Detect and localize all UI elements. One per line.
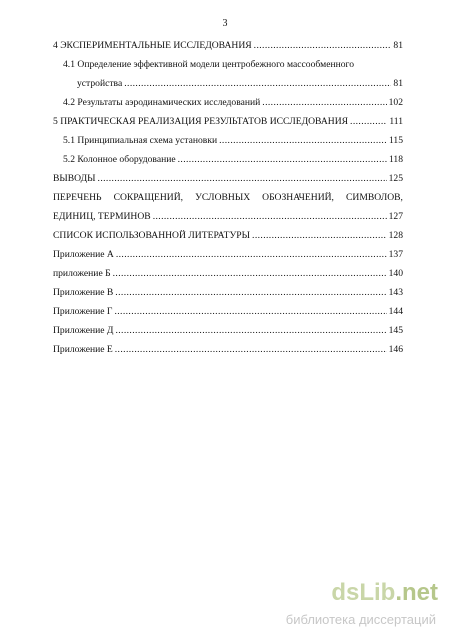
site-caption: библиотека диссертаций — [285, 612, 436, 627]
leader-dots — [113, 268, 387, 279]
toc-entry-page: 102 — [388, 97, 403, 108]
toc-entry-page: 144 — [388, 306, 403, 317]
toc-entry-label: Приложение А — [53, 249, 114, 260]
toc-entry-label-continued: устройства — [77, 78, 123, 89]
toc-entry-page: 128 — [388, 230, 403, 241]
toc-entry-appendix-d — [53, 325, 403, 336]
toc-entry-page: 115 — [388, 135, 403, 146]
site-logo — [331, 579, 438, 607]
logo-text: dsLib — [331, 579, 396, 606]
toc-entry-label-continued: ЕДИНИЦ, ТЕРМИНОВ — [53, 211, 151, 222]
toc-entry-label: 5.1 Принципиальная схема установки — [63, 135, 218, 146]
toc-entry-section-4-1 — [53, 59, 403, 89]
toc-entry-section-5-2 — [53, 154, 403, 165]
toc-entry-abbreviations — [53, 192, 403, 222]
toc-entry-label: приложение Б — [53, 268, 111, 279]
toc-entry-page: 145 — [388, 325, 403, 336]
toc-entry-page: 111 — [389, 116, 403, 127]
toc-entry-label: Приложение Г — [53, 306, 113, 317]
logo-tld: .net — [395, 579, 438, 606]
toc-entry-page: 143 — [388, 287, 403, 298]
toc-entry-label: 5.2 Колонное оборудование — [63, 154, 176, 165]
toc-entry-page: 81 — [393, 40, 403, 51]
toc-entry-appendix-g — [53, 306, 403, 317]
page-number: 3 — [222, 18, 228, 29]
toc-entry-chapter-5 — [53, 116, 403, 127]
toc-entry-chapter-4 — [53, 40, 403, 51]
leader-dots — [98, 173, 387, 184]
leader-dots — [252, 230, 387, 241]
toc-word: УСЛОВНЫХ — [195, 192, 251, 203]
toc-entry-label: Приложение Е — [53, 344, 113, 355]
toc-entry-label — [53, 192, 403, 203]
toc-entry-appendix-v — [53, 287, 403, 298]
toc-entry-page: 125 — [388, 173, 403, 184]
toc-entry-page: 118 — [388, 154, 403, 165]
toc-entry-label: ВЫВОДЫ — [53, 173, 96, 184]
toc-entry-label: 4 ЭКСПЕРИМЕНТАЛЬНЫЕ ИССЛЕДОВАНИЯ — [53, 40, 252, 51]
toc-entry-page: 140 — [388, 268, 403, 279]
toc-entry-appendix-b — [53, 268, 403, 279]
toc-entry-label: Приложение Д — [53, 325, 114, 336]
leader-dots — [115, 344, 387, 355]
toc-entry-references — [53, 230, 403, 241]
toc-entry-page: 81 — [393, 78, 403, 89]
leader-dots — [350, 116, 387, 127]
leader-dots — [153, 211, 387, 222]
leader-dots — [124, 78, 391, 89]
toc-entry-page: 127 — [388, 211, 403, 222]
toc-entry-page: 146 — [388, 344, 403, 355]
toc-word: ОБОЗНАЧЕНИЙ, — [262, 192, 334, 203]
toc-word: СОКРАЩЕНИЙ, — [113, 192, 184, 203]
toc-word: ПЕРЕЧЕНЬ — [53, 192, 102, 203]
leader-dots — [262, 97, 386, 108]
toc-entry-appendix-a — [53, 249, 403, 260]
toc-entry-conclusions — [53, 173, 403, 184]
toc-entry-label: СПИСОК ИСПОЛЬЗОВАННОЙ ЛИТЕРАТУРЫ — [53, 230, 251, 241]
toc-entry-label: 4.2 Результаты аэродинамических исследований — [63, 97, 261, 108]
leader-dots — [115, 325, 386, 336]
toc-entry-label: 4.1 Определение эффективной модели центробежного массообменного — [63, 59, 355, 70]
toc-entry-label: Приложение В — [53, 287, 114, 298]
leader-dots — [219, 135, 387, 146]
toc-entry-appendix-e — [53, 344, 403, 355]
leader-dots — [114, 306, 386, 317]
toc-entry-section-5-1 — [53, 135, 403, 146]
toc-entry-page: 137 — [388, 249, 403, 260]
leader-dots — [116, 249, 387, 260]
toc-word: СИМВОЛОВ, — [346, 192, 403, 203]
table-of-contents — [53, 40, 403, 355]
leader-dots — [254, 40, 392, 51]
leader-dots — [178, 154, 387, 165]
toc-entry-label: 5 ПРАКТИЧЕСКАЯ РЕАЛИЗАЦИЯ РЕЗУЛЬТАТОВ ИССЛЕДОВАНИЯ — [53, 116, 349, 127]
leader-dots — [115, 287, 386, 298]
toc-entry-section-4-2 — [53, 97, 403, 108]
